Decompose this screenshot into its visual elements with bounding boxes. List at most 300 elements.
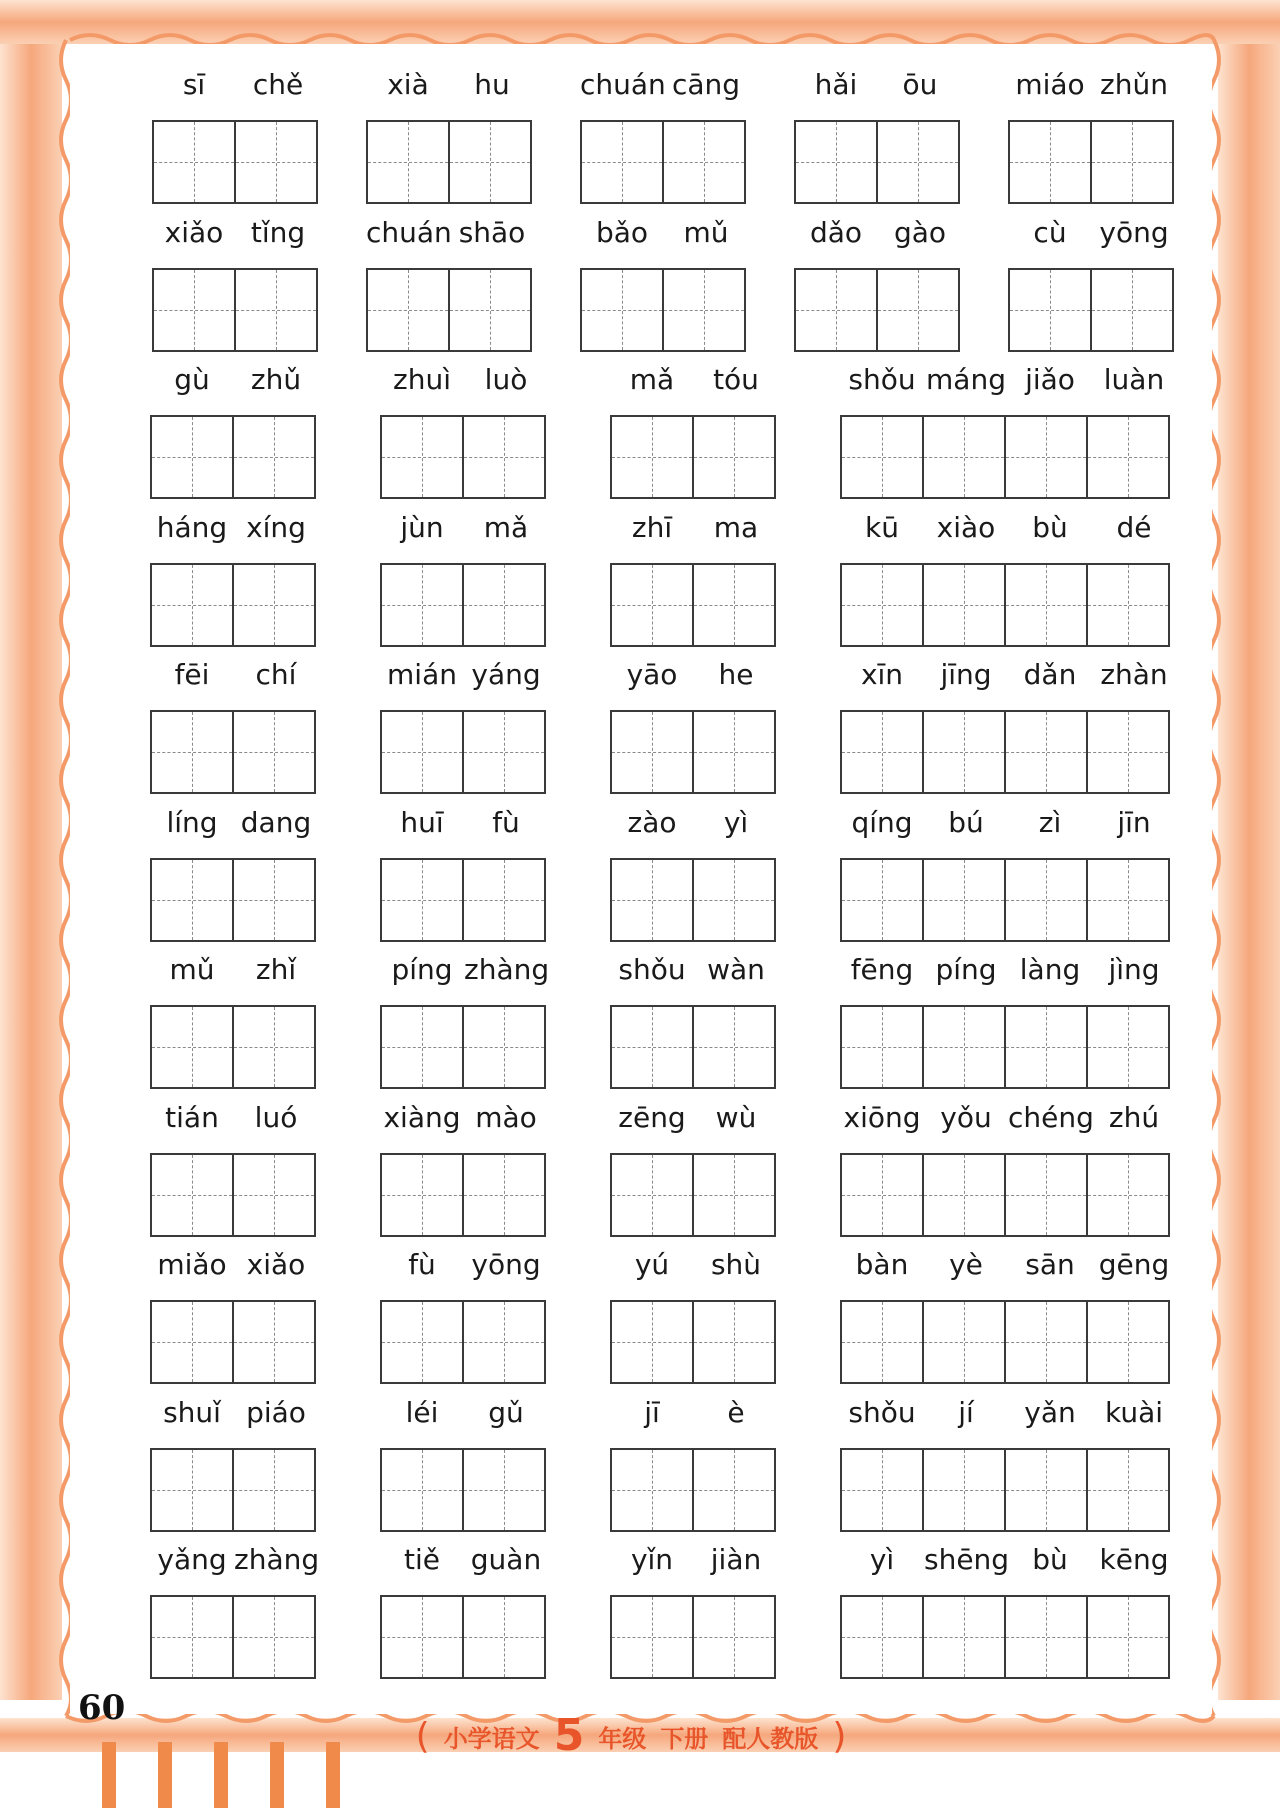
pinyin-syllable: yì bbox=[723, 806, 749, 839]
pinyin-row bbox=[380, 652, 548, 698]
footer-grade-number: 5 bbox=[553, 1710, 585, 1761]
word-entry bbox=[150, 1095, 316, 1245]
tianzige-writing-box[interactable] bbox=[1086, 415, 1170, 499]
pinyin-row bbox=[580, 210, 748, 256]
tianzige-writing-box[interactable] bbox=[232, 1153, 316, 1237]
pinyin-syllable: tóu bbox=[713, 363, 759, 396]
footer-close-paren: ) bbox=[832, 1715, 847, 1757]
tianzige-box-group bbox=[150, 1448, 316, 1532]
tianzige-writing-box[interactable] bbox=[1086, 858, 1170, 942]
tianzige-writing-box[interactable] bbox=[380, 858, 464, 942]
tianzige-box-group bbox=[150, 710, 316, 794]
pinyin-row bbox=[610, 1390, 778, 1436]
pinyin-syllable: xiào bbox=[936, 511, 996, 544]
pinyin-row bbox=[610, 357, 778, 403]
word-entry bbox=[380, 1095, 546, 1245]
tianzige-writing-box[interactable] bbox=[610, 1448, 694, 1532]
tianzige-writing-box[interactable] bbox=[366, 120, 450, 204]
tianzige-writing-box[interactable] bbox=[1004, 1448, 1088, 1532]
tianzige-writing-box[interactable] bbox=[462, 710, 546, 794]
pinyin-syllable: yǐn bbox=[630, 1543, 674, 1576]
pinyin-syllable: mǎ bbox=[629, 363, 675, 396]
tianzige-writing-box[interactable] bbox=[150, 1005, 234, 1089]
tianzige-writing-box[interactable] bbox=[150, 1153, 234, 1237]
tianzige-writing-box[interactable] bbox=[234, 120, 318, 204]
tianzige-writing-box[interactable] bbox=[840, 1300, 924, 1384]
pinyin-syllable: hǎi bbox=[814, 68, 858, 101]
pinyin-syllable: bù bbox=[1032, 1543, 1068, 1576]
pinyin-row bbox=[840, 652, 1176, 698]
pinyin-syllable: zhǔ bbox=[250, 363, 302, 396]
pinyin-syllable: mǔ bbox=[169, 953, 215, 986]
pinyin-syllable: zhàng bbox=[234, 1543, 320, 1576]
tianzige-writing-box[interactable] bbox=[922, 1448, 1006, 1532]
tianzige-writing-box[interactable] bbox=[150, 710, 234, 794]
pinyin-syllable: yōng bbox=[1099, 216, 1169, 249]
tianzige-box-group bbox=[840, 710, 1170, 794]
tianzige-box-group bbox=[840, 1595, 1170, 1679]
tianzige-writing-box[interactable] bbox=[150, 563, 234, 647]
word-entry bbox=[150, 800, 316, 950]
pinyin-syllable: shǒu bbox=[848, 363, 916, 396]
tianzige-box-group bbox=[580, 268, 746, 352]
tianzige-writing-box[interactable] bbox=[692, 1448, 776, 1532]
tianzige-box-group bbox=[610, 1153, 776, 1237]
tianzige-box-group bbox=[610, 415, 776, 499]
pinyin-syllable: zhǐ bbox=[255, 953, 297, 986]
pinyin-row bbox=[380, 800, 548, 846]
tianzige-writing-box[interactable] bbox=[150, 1300, 234, 1384]
word-entry bbox=[380, 1537, 546, 1687]
word-entry bbox=[840, 1242, 1170, 1392]
decorative-tab bbox=[270, 1742, 284, 1808]
pinyin-syllable: yōng bbox=[471, 1248, 541, 1281]
pinyin-syllable: guàn bbox=[470, 1543, 542, 1576]
pinyin-syllable: zēng bbox=[618, 1101, 686, 1134]
decorative-tabs bbox=[102, 1742, 362, 1808]
tianzige-writing-box[interactable] bbox=[580, 120, 664, 204]
tianzige-writing-box[interactable] bbox=[1090, 268, 1174, 352]
tianzige-writing-box[interactable] bbox=[152, 120, 236, 204]
pinyin-syllable: luàn bbox=[1103, 363, 1165, 396]
tianzige-box-group bbox=[150, 858, 316, 942]
tianzige-writing-box[interactable] bbox=[232, 415, 316, 499]
tianzige-writing-box[interactable] bbox=[1004, 710, 1088, 794]
tianzige-writing-box[interactable] bbox=[794, 268, 878, 352]
footer-grade-text: 年级 bbox=[598, 1724, 647, 1753]
tianzige-box-group bbox=[1008, 120, 1174, 204]
tianzige-box-group bbox=[380, 1153, 546, 1237]
word-entry bbox=[1008, 210, 1174, 360]
pinyin-syllable: yāo bbox=[626, 658, 678, 691]
tianzige-box-group bbox=[580, 120, 746, 204]
word-entry bbox=[794, 210, 960, 360]
pinyin-syllable: tǐng bbox=[250, 216, 306, 249]
word-entry bbox=[840, 1095, 1170, 1245]
tianzige-writing-box[interactable] bbox=[610, 710, 694, 794]
pinyin-row bbox=[152, 62, 320, 108]
tianzige-writing-box[interactable] bbox=[462, 415, 546, 499]
pinyin-syllable: ōu bbox=[902, 68, 938, 101]
tianzige-writing-box[interactable] bbox=[1086, 1300, 1170, 1384]
pinyin-row bbox=[380, 357, 548, 403]
tianzige-writing-box[interactable] bbox=[662, 120, 746, 204]
tianzige-writing-box[interactable] bbox=[922, 1595, 1006, 1679]
word-entry bbox=[840, 357, 1170, 507]
pinyin-syllable: píng bbox=[391, 953, 453, 986]
word-entry bbox=[840, 1390, 1170, 1540]
pinyin-row bbox=[1008, 210, 1176, 256]
tianzige-writing-box[interactable] bbox=[1008, 120, 1092, 204]
pinyin-row bbox=[380, 1537, 548, 1583]
tianzige-box-group bbox=[150, 1300, 316, 1384]
pinyin-syllable: tiě bbox=[404, 1543, 440, 1576]
pinyin-syllable: dǎn bbox=[1023, 658, 1077, 691]
tianzige-writing-box[interactable] bbox=[462, 1153, 546, 1237]
pinyin-syllable: jìng bbox=[1108, 953, 1160, 986]
tianzige-writing-box[interactable] bbox=[840, 415, 924, 499]
tianzige-writing-box[interactable] bbox=[840, 710, 924, 794]
tianzige-writing-box[interactable] bbox=[922, 1153, 1006, 1237]
tianzige-writing-box[interactable] bbox=[840, 1005, 924, 1089]
tianzige-writing-box[interactable] bbox=[234, 268, 318, 352]
pinyin-syllable: zhú bbox=[1108, 1101, 1160, 1134]
pinyin-row bbox=[150, 947, 318, 993]
pinyin-row bbox=[150, 800, 318, 846]
tianzige-writing-box[interactable] bbox=[380, 1153, 464, 1237]
pinyin-syllable: jiǎo bbox=[1025, 363, 1075, 396]
pinyin-syllable: mào bbox=[475, 1101, 537, 1134]
pinyin-row bbox=[610, 800, 778, 846]
footer-volume: 下册 bbox=[660, 1724, 709, 1753]
word-entry bbox=[610, 505, 776, 655]
pinyin-syllable: chí bbox=[255, 658, 297, 691]
tianzige-writing-box[interactable] bbox=[232, 858, 316, 942]
tianzige-writing-box[interactable] bbox=[380, 1005, 464, 1089]
tianzige-writing-box[interactable] bbox=[876, 268, 960, 352]
page-number: 60 bbox=[78, 1688, 126, 1728]
tianzige-writing-box[interactable] bbox=[380, 710, 464, 794]
tianzige-writing-box[interactable] bbox=[232, 1300, 316, 1384]
tianzige-writing-box[interactable] bbox=[692, 1153, 776, 1237]
pinyin-syllable: léi bbox=[405, 1396, 439, 1429]
pinyin-row bbox=[794, 210, 962, 256]
pinyin-syllable: yì bbox=[869, 1543, 895, 1576]
word-entry bbox=[150, 1537, 320, 1687]
tianzige-box-group bbox=[610, 710, 776, 794]
tianzige-writing-box[interactable] bbox=[662, 268, 746, 352]
tianzige-box-group bbox=[840, 1300, 1170, 1384]
pinyin-syllable: xiōng bbox=[843, 1101, 921, 1134]
pinyin-syllable: zào bbox=[627, 806, 677, 839]
word-entry bbox=[840, 947, 1170, 1097]
tianzige-writing-box[interactable] bbox=[1004, 1595, 1088, 1679]
tianzige-writing-box[interactable] bbox=[692, 415, 776, 499]
tianzige-writing-box[interactable] bbox=[380, 1448, 464, 1532]
pinyin-syllable: yú bbox=[634, 1248, 670, 1281]
pinyin-row bbox=[366, 62, 534, 108]
tianzige-writing-box[interactable] bbox=[462, 858, 546, 942]
word-entry bbox=[380, 357, 546, 507]
word-entry bbox=[380, 1390, 546, 1540]
tianzige-writing-box[interactable] bbox=[922, 858, 1006, 942]
tianzige-writing-box[interactable] bbox=[150, 858, 234, 942]
pinyin-syllable: zì bbox=[1038, 806, 1062, 839]
pinyin-syllable: kuài bbox=[1104, 1396, 1164, 1429]
tianzige-box-group bbox=[610, 1300, 776, 1384]
pinyin-syllable: xià bbox=[387, 68, 429, 101]
pinyin-syllable: fù bbox=[492, 806, 520, 839]
tianzige-writing-box[interactable] bbox=[840, 1448, 924, 1532]
tianzige-writing-box[interactable] bbox=[692, 1300, 776, 1384]
tianzige-writing-box[interactable] bbox=[380, 1595, 464, 1679]
tianzige-writing-box[interactable] bbox=[232, 563, 316, 647]
tianzige-writing-box[interactable] bbox=[922, 1005, 1006, 1089]
pinyin-row bbox=[840, 505, 1176, 551]
word-entry bbox=[610, 1537, 776, 1687]
footer-banner bbox=[396, 1712, 866, 1760]
word-entry bbox=[610, 1390, 776, 1540]
pinyin-row bbox=[610, 1537, 778, 1583]
pinyin-syllable: tián bbox=[165, 1101, 219, 1134]
word-entry bbox=[380, 947, 550, 1097]
tianzige-box-group bbox=[840, 1448, 1170, 1532]
pinyin-row bbox=[610, 947, 778, 993]
tianzige-box-group bbox=[840, 858, 1170, 942]
pinyin-row bbox=[840, 1537, 1176, 1583]
tianzige-writing-box[interactable] bbox=[462, 1005, 546, 1089]
pinyin-row bbox=[610, 652, 778, 698]
tianzige-writing-box[interactable] bbox=[366, 268, 450, 352]
tianzige-writing-box[interactable] bbox=[1086, 1153, 1170, 1237]
pinyin-row bbox=[610, 505, 778, 551]
pinyin-syllable: máng bbox=[926, 363, 1006, 396]
tianzige-writing-box[interactable] bbox=[1008, 268, 1092, 352]
pinyin-syllable: zhuì bbox=[393, 363, 451, 396]
tianzige-writing-box[interactable] bbox=[610, 1595, 694, 1679]
tianzige-writing-box[interactable] bbox=[1086, 1005, 1170, 1089]
pinyin-syllable: gǔ bbox=[488, 1396, 524, 1429]
word-entry bbox=[610, 357, 776, 507]
tianzige-writing-box[interactable] bbox=[1004, 1153, 1088, 1237]
word-entry bbox=[152, 210, 318, 360]
footer-subject: 小学语文 bbox=[443, 1724, 540, 1753]
word-entry bbox=[150, 357, 316, 507]
word-entry bbox=[380, 505, 546, 655]
tianzige-writing-box[interactable] bbox=[1004, 563, 1088, 647]
tianzige-box-group bbox=[380, 415, 546, 499]
tianzige-box-group bbox=[152, 120, 318, 204]
pinyin-syllable: jiàn bbox=[710, 1543, 762, 1576]
pinyin-syllable: zhàn bbox=[1100, 658, 1168, 691]
pinyin-row bbox=[1008, 62, 1176, 108]
word-entry bbox=[610, 947, 776, 1097]
pinyin-row bbox=[840, 1390, 1176, 1436]
pinyin-syllable: luó bbox=[254, 1101, 298, 1134]
tianzige-writing-box[interactable] bbox=[1086, 1448, 1170, 1532]
word-entry bbox=[366, 62, 532, 212]
tianzige-writing-box[interactable] bbox=[610, 1300, 694, 1384]
tianzige-writing-box[interactable] bbox=[462, 1448, 546, 1532]
pinyin-syllable: shāo bbox=[458, 216, 526, 249]
tianzige-box-group bbox=[380, 858, 546, 942]
pinyin-row bbox=[380, 1095, 548, 1141]
tianzige-box-group bbox=[150, 1153, 316, 1237]
tianzige-box-group bbox=[150, 563, 316, 647]
word-entry bbox=[150, 947, 316, 1097]
word-entry bbox=[840, 800, 1170, 950]
pinyin-syllable: chuán bbox=[366, 216, 452, 249]
tianzige-box-group bbox=[840, 1005, 1170, 1089]
tianzige-writing-box[interactable] bbox=[922, 563, 1006, 647]
tianzige-writing-box[interactable] bbox=[876, 120, 960, 204]
tianzige-writing-box[interactable] bbox=[448, 120, 532, 204]
pinyin-row bbox=[150, 1095, 318, 1141]
tianzige-writing-box[interactable] bbox=[150, 1448, 234, 1532]
pinyin-row bbox=[150, 1390, 318, 1436]
tianzige-writing-box[interactable] bbox=[610, 858, 694, 942]
pinyin-syllable: jí bbox=[958, 1396, 974, 1429]
tianzige-writing-box[interactable] bbox=[1086, 710, 1170, 794]
pinyin-row bbox=[610, 1095, 778, 1141]
tianzige-writing-box[interactable] bbox=[610, 563, 694, 647]
pinyin-syllable: he bbox=[718, 658, 754, 691]
pinyin-syllable: bàn bbox=[855, 1248, 909, 1281]
tianzige-writing-box[interactable] bbox=[232, 1595, 316, 1679]
pinyin-syllable: piáo bbox=[246, 1396, 306, 1429]
tianzige-writing-box[interactable] bbox=[692, 1005, 776, 1089]
tianzige-writing-box[interactable] bbox=[610, 1153, 694, 1237]
pinyin-syllable: jīn bbox=[1117, 806, 1151, 839]
tianzige-writing-box[interactable] bbox=[1004, 415, 1088, 499]
pinyin-row bbox=[794, 62, 962, 108]
tianzige-writing-box[interactable] bbox=[1086, 1595, 1170, 1679]
word-entry bbox=[840, 652, 1170, 802]
pinyin-syllable: shǒu bbox=[618, 953, 686, 986]
pinyin-syllable: dǎo bbox=[809, 216, 863, 249]
tianzige-writing-box[interactable] bbox=[692, 563, 776, 647]
pinyin-syllable: jùn bbox=[400, 511, 444, 544]
tianzige-writing-box[interactable] bbox=[922, 415, 1006, 499]
pinyin-syllable: shēng bbox=[924, 1543, 1010, 1576]
tianzige-writing-box[interactable] bbox=[610, 1005, 694, 1089]
tianzige-writing-box[interactable] bbox=[462, 563, 546, 647]
tianzige-writing-box[interactable] bbox=[840, 1595, 924, 1679]
pinyin-row bbox=[840, 1095, 1176, 1141]
tianzige-writing-box[interactable] bbox=[380, 415, 464, 499]
tianzige-box-group bbox=[380, 1005, 546, 1089]
pinyin-row bbox=[150, 652, 318, 698]
tianzige-writing-box[interactable] bbox=[1004, 858, 1088, 942]
tianzige-writing-box[interactable] bbox=[840, 1153, 924, 1237]
pinyin-syllable: yáng bbox=[471, 658, 541, 691]
pinyin-syllable: kū bbox=[865, 511, 899, 544]
pinyin-syllable: dang bbox=[240, 806, 312, 839]
word-entry bbox=[150, 505, 316, 655]
pinyin-row bbox=[380, 1242, 548, 1288]
footer-open-paren: ( bbox=[415, 1715, 430, 1757]
tianzige-box-group bbox=[380, 1448, 546, 1532]
pinyin-syllable: yǎng bbox=[157, 1543, 227, 1576]
pinyin-syllable: bǎo bbox=[595, 216, 649, 249]
pinyin-syllable: qíng bbox=[851, 806, 913, 839]
tianzige-writing-box[interactable] bbox=[1086, 563, 1170, 647]
pinyin-syllable: mián bbox=[387, 658, 457, 691]
pinyin-syllable: chéng bbox=[1008, 1101, 1094, 1134]
pinyin-syllable: wù bbox=[715, 1101, 757, 1134]
pinyin-row bbox=[840, 357, 1176, 403]
tianzige-writing-box[interactable] bbox=[1090, 120, 1174, 204]
tianzige-writing-box[interactable] bbox=[380, 563, 464, 647]
pinyin-syllable: chě bbox=[252, 68, 304, 101]
pinyin-syllable: sī bbox=[182, 68, 206, 101]
tianzige-writing-box[interactable] bbox=[150, 415, 234, 499]
pinyin-syllable: jī bbox=[644, 1396, 660, 1429]
tianzige-writing-box[interactable] bbox=[448, 268, 532, 352]
tianzige-writing-box[interactable] bbox=[840, 563, 924, 647]
pinyin-syllable: sān bbox=[1025, 1248, 1075, 1281]
tianzige-writing-box[interactable] bbox=[152, 268, 236, 352]
pinyin-syllable: chuán bbox=[580, 68, 666, 101]
word-entry bbox=[610, 1242, 776, 1392]
word-entry bbox=[610, 1095, 776, 1245]
pinyin-syllable: fēi bbox=[174, 658, 210, 691]
tianzige-writing-box[interactable] bbox=[692, 710, 776, 794]
pinyin-syllable: kēng bbox=[1099, 1543, 1169, 1576]
word-entry bbox=[152, 62, 318, 212]
tianzige-writing-box[interactable] bbox=[232, 1005, 316, 1089]
pinyin-row bbox=[610, 1242, 778, 1288]
tianzige-writing-box[interactable] bbox=[462, 1300, 546, 1384]
word-entry bbox=[794, 62, 960, 212]
word-entry bbox=[150, 1242, 316, 1392]
pinyin-row bbox=[380, 947, 548, 993]
pinyin-row bbox=[150, 1242, 318, 1288]
tianzige-writing-box[interactable] bbox=[922, 1300, 1006, 1384]
pinyin-syllable: wàn bbox=[707, 953, 765, 986]
tianzige-writing-box[interactable] bbox=[232, 1448, 316, 1532]
pinyin-syllable: è bbox=[727, 1396, 745, 1429]
tianzige-writing-box[interactable] bbox=[580, 268, 664, 352]
tianzige-writing-box[interactable] bbox=[692, 1595, 776, 1679]
tianzige-writing-box[interactable] bbox=[922, 710, 1006, 794]
tianzige-box-group bbox=[380, 1300, 546, 1384]
pinyin-syllable: cù bbox=[1033, 216, 1067, 249]
pinyin-syllable: làng bbox=[1019, 953, 1081, 986]
word-entry bbox=[150, 1390, 316, 1540]
tianzige-writing-box[interactable] bbox=[232, 710, 316, 794]
tianzige-writing-box[interactable] bbox=[380, 1300, 464, 1384]
tianzige-writing-box[interactable] bbox=[692, 858, 776, 942]
pinyin-row bbox=[150, 1537, 318, 1583]
pinyin-syllable: gào bbox=[893, 216, 947, 249]
pinyin-syllable: luò bbox=[484, 363, 528, 396]
pinyin-syllable: bú bbox=[948, 806, 984, 839]
tianzige-writing-box[interactable] bbox=[1004, 1300, 1088, 1384]
pinyin-syllable: háng bbox=[156, 511, 228, 544]
tianzige-writing-box[interactable] bbox=[462, 1595, 546, 1679]
word-entry bbox=[580, 62, 746, 212]
footer-edition: 配人教版 bbox=[722, 1724, 819, 1753]
tianzige-box-group bbox=[150, 1595, 316, 1679]
tianzige-writing-box[interactable] bbox=[840, 858, 924, 942]
tianzige-writing-box[interactable] bbox=[150, 1595, 234, 1679]
pinyin-syllable: shuǐ bbox=[163, 1396, 221, 1429]
tianzige-writing-box[interactable] bbox=[1004, 1005, 1088, 1089]
pinyin-row bbox=[380, 505, 548, 551]
tianzige-writing-box[interactable] bbox=[610, 415, 694, 499]
tianzige-writing-box[interactable] bbox=[794, 120, 878, 204]
